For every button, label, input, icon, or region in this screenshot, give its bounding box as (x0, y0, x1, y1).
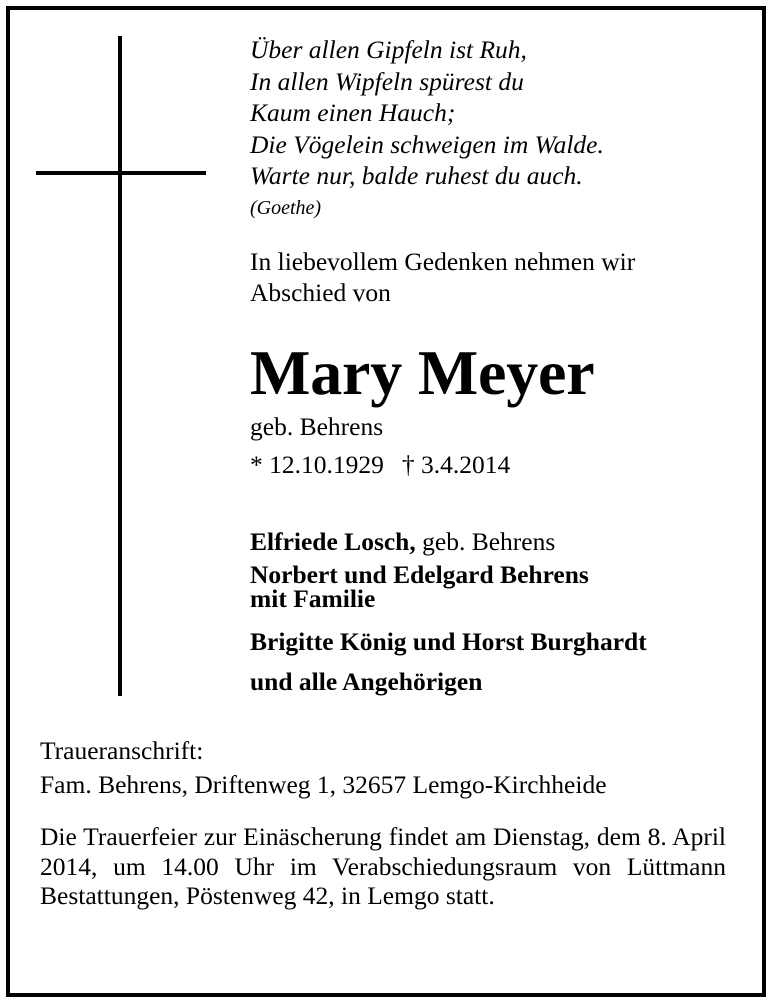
address-label: Traueranschrift: (40, 736, 204, 765)
cross-symbol-horizontal (36, 171, 206, 175)
mourner-entry (250, 560, 589, 613)
poem (250, 34, 604, 223)
birth-date: * 12.10.1929 (250, 450, 384, 479)
poem-line: Die Vögelein schweigen im Walde. (250, 129, 604, 159)
mourner-entry: Brigitte König und Horst Burghardt (250, 627, 647, 656)
death-date: † 3.4.2014 (401, 450, 511, 479)
intro-text (250, 246, 635, 308)
intro-line-1: In liebevollem Gedenken nehmen wir (250, 247, 636, 276)
address-value: Fam. Behrens, Driftenweg 1, 32657 Lemgo-Kirchheide (40, 770, 607, 799)
mourner-entry (250, 526, 555, 558)
poem-line: Warte nur, balde ruhest du auch. (250, 161, 583, 190)
mourner-birth-name: geb. Behrens (415, 527, 556, 556)
life-dates (250, 449, 510, 481)
poem-line: In allen Wipfeln spürest du (250, 66, 524, 96)
mourner-entry: und alle Angehörigen (250, 667, 483, 696)
mourner-name: Elfriede Losch, (250, 527, 416, 556)
cross-symbol-vertical (118, 36, 122, 696)
mourning-address (40, 734, 607, 802)
mourner-name: Norbert und Edelgard Behrens (250, 560, 589, 589)
mourner-family: mit Familie (250, 584, 376, 613)
poem-line: Kaum einen Hauch; (250, 98, 456, 127)
poem-author: (Goethe) (250, 196, 322, 219)
deceased-name: Mary Meyer (250, 337, 595, 408)
intro-line-2: Abschied von (250, 278, 391, 307)
poem-line: Über allen Gipfeln ist Ruh, (250, 35, 527, 64)
birth-name: geb. Behrens (250, 412, 384, 441)
ceremony-info: Die Trauerfeier zur Einäscherung findet am Dienstag, dem 8. April 2014, um 14.00 Uhr im Verabschiedungsraum von Lüttmann Bestattungen, Pöstenweg 42, in Lemgo statt. (40, 822, 726, 910)
